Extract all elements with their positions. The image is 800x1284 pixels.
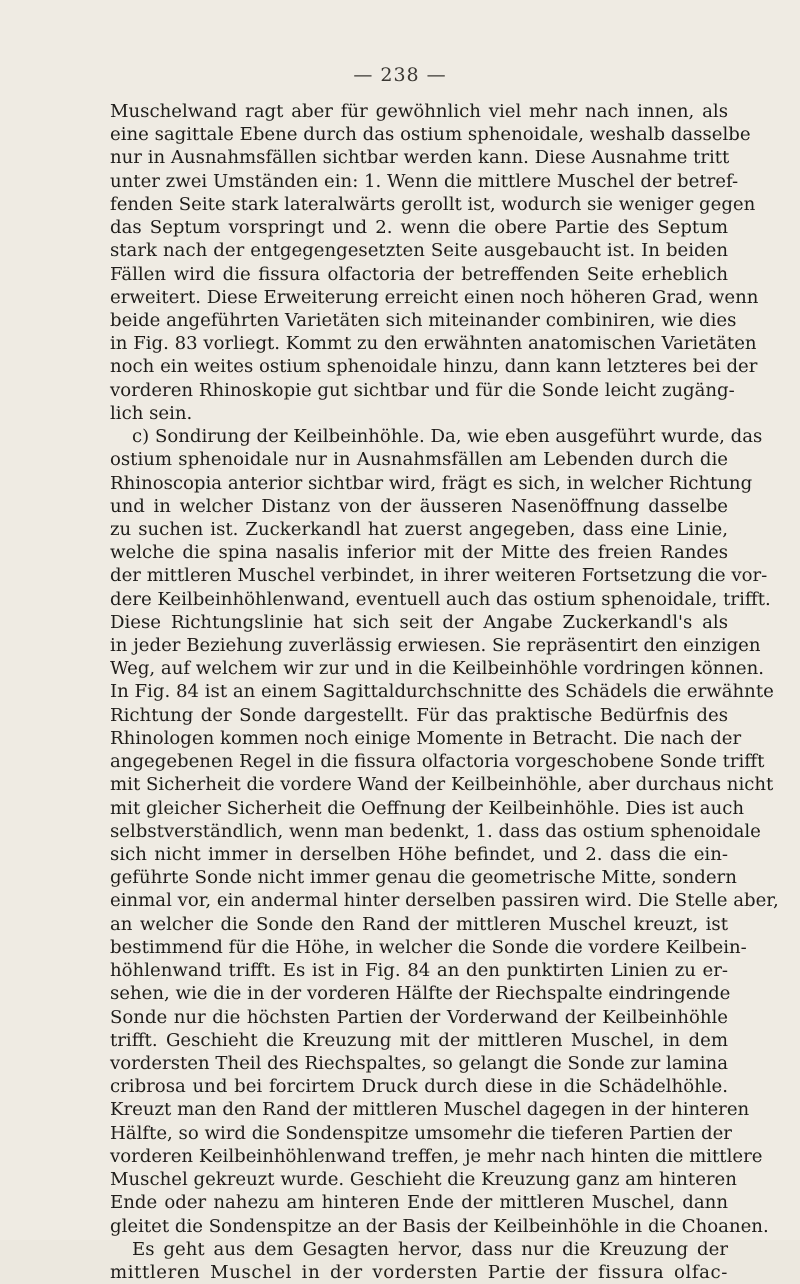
text-line: Es geht aus dem Gesagten hervor, dass nur die Kreuzung der — [132, 1238, 728, 1260]
text-line: und in welcher Distanz von der äusseren Nasenöffnung dasselbe — [110, 495, 728, 517]
text-line: angegebenen Regel in die fissura olfactoria vorgeschobene Sonde trifft — [110, 751, 765, 773]
text-line: vorderen Keilbeinhöhlenwand treffen, je mehr nach hinten die mittlere — [110, 1145, 763, 1167]
text-line: selbstverständlich, wenn man bedenkt, 1. dass das ostium sphenoidale — [110, 820, 761, 842]
section-heading-line: c) Sondirung der Keilbeinhöhle. Da, wie eben ausgeführt wurde, das — [132, 426, 763, 448]
text-line: stark nach der entgegengesetzten Seite ausgebaucht ist. In beiden — [110, 240, 728, 262]
text-line: Ende oder nahezu am hinteren Ende der mittleren Muschel, dann — [110, 1192, 728, 1214]
text-line: geführte Sonde nicht immer genau die geometrische Mitte, sondern — [110, 867, 737, 889]
text-line: gleitet die Sondenspitze an der Basis der Keilbeinhöhle in die Choanen. — [110, 1215, 769, 1237]
text-line: eine sagittale Ebene durch das ostium sphenoidale, weshalb dasselbe — [110, 124, 751, 146]
text-line: trifft. Geschieht die Kreuzung mit der mittleren Muschel, in dem — [110, 1029, 728, 1051]
text-line: zu suchen ist. Zuckerkandl hat zuerst angegeben, dass eine Linie, — [110, 518, 728, 540]
body-text — [110, 100, 779, 1284]
text-line: mit Sicherheit die vordere Wand der Keilbeinhöhle, aber durchaus nicht — [110, 774, 774, 796]
text-line: bestimmend für die Höhe, in welcher die Sonde die vordere Keilbein- — [110, 936, 747, 958]
page-number: — 238 — — [353, 64, 447, 86]
text-line: mit gleicher Sicherheit die Oeffnung der Keilbeinhöhle. Dies ist auch — [110, 797, 745, 819]
text-line: Weg, auf welchem wir zur und in die Keilbeinhöhle vordringen können. — [110, 658, 765, 680]
text-line: Richtung der Sonde dargestellt. Für das praktische Bedürfnis des — [110, 704, 728, 726]
text-line: noch ein weites ostium sphenoidale hinzu, dann kann letzteres bei der — [110, 356, 758, 378]
text-line: cribrosa und bei forcirtem Druck durch diese in die Schädelhöhle. — [110, 1076, 728, 1098]
text-line: fenden Seite stark lateralwärts gerollt ist, wodurch sie weniger gegen — [110, 193, 756, 215]
text-line: Muschel gekreuzt wurde. Geschieht die Kreuzung ganz am hinteren — [110, 1169, 737, 1191]
text-line: mittleren Muschel in der vordersten Partie der fissura olfac- — [110, 1261, 728, 1283]
text-line: an welcher die Sonde den Rand der mittleren Muschel kreuzt, ist — [110, 913, 728, 935]
text-line: In Fig. 84 ist an einem Sagittaldurchschnitte des Schädels die erwähnte — [110, 681, 774, 703]
text-line: dere Keilbeinhöhlenwand, eventuell auch das ostium sphenoidale, trifft. — [110, 588, 771, 610]
text-line: nur in Ausnahmsfällen sichtbar werden kann. Diese Ausnahme tritt — [110, 147, 730, 169]
text-line: erweitert. Diese Erweiterung erreicht einen noch höheren Grad, wenn — [110, 286, 759, 308]
text-line: unter zwei Umständen ein: 1. Wenn die mittlere Muschel der betref- — [110, 170, 739, 192]
text-line: in jeder Beziehung zuverlässig erwiesen. Sie repräsentirt den einzigen — [110, 635, 761, 657]
text-line: der mittleren Muschel verbindet, in ihrer weiteren Fortsetzung die vor- — [110, 565, 768, 587]
text-line: lich sein. — [110, 402, 193, 424]
text-line: Muschelwand ragt aber für gewöhnlich viel mehr nach innen, als — [110, 101, 728, 122]
text-line: Rhinoscopia anterior sichtbar wird, frägt es sich, in welcher Richtung — [110, 472, 753, 494]
text-line: vorderen Rhinoskopie gut sichtbar und für die Sonde leicht zugäng- — [110, 379, 735, 401]
text-line: ostium sphenoidale nur in Ausnahmsfällen am Lebenden durch die — [110, 449, 728, 471]
text-line: sehen, wie die in der vorderen Hälfte der Riechspalte eindringende — [110, 983, 731, 1005]
text-line: Diese Richtungslinie hat sich seit der Angabe Zuckerkandl's als — [110, 611, 728, 633]
text-line: Hälfte, so wird die Sondenspitze umsomehr die tieferen Partien der — [110, 1122, 732, 1144]
text-line: einmal vor, ein andermal hinter derselben passiren wird. Die Stelle aber, — [110, 890, 779, 912]
text-line: welche die spina nasalis inferior mit der Mitte des freien Randes — [110, 542, 728, 564]
text-line: höhlenwand trifft. Es ist in Fig. 84 an den punktirten Linien zu er- — [110, 960, 728, 982]
text-line: sich nicht immer in derselben Höhe befindet, und 2. dass die ein- — [110, 844, 728, 865]
text-line: Kreuzt man den Rand der mittleren Muschel dagegen in der hinteren — [110, 1099, 750, 1121]
text-line: Sonde nur die höchsten Partien der Vorderwand der Keilbeinhöhle — [110, 1006, 728, 1028]
text-line: das Septum vorspringt und 2. wenn die obere Partie des Septum — [110, 217, 728, 239]
text-line: vordersten Theil des Riechspaltes, so gelangt die Sonde zur lamina — [110, 1052, 728, 1074]
text-line: in Fig. 83 vorliegt. Kommt zu den erwähnten anatomischen Varietäten — [110, 333, 757, 355]
text-line: Rhinologen kommen noch einige Momente in Betracht. Die nach der — [110, 727, 742, 749]
text-line: Fällen wird die fissura olfactoria der betreffenden Seite erheblich — [110, 263, 728, 285]
text-line: beide angeführten Varietäten sich miteinander combiniren, wie dies — [110, 309, 737, 331]
